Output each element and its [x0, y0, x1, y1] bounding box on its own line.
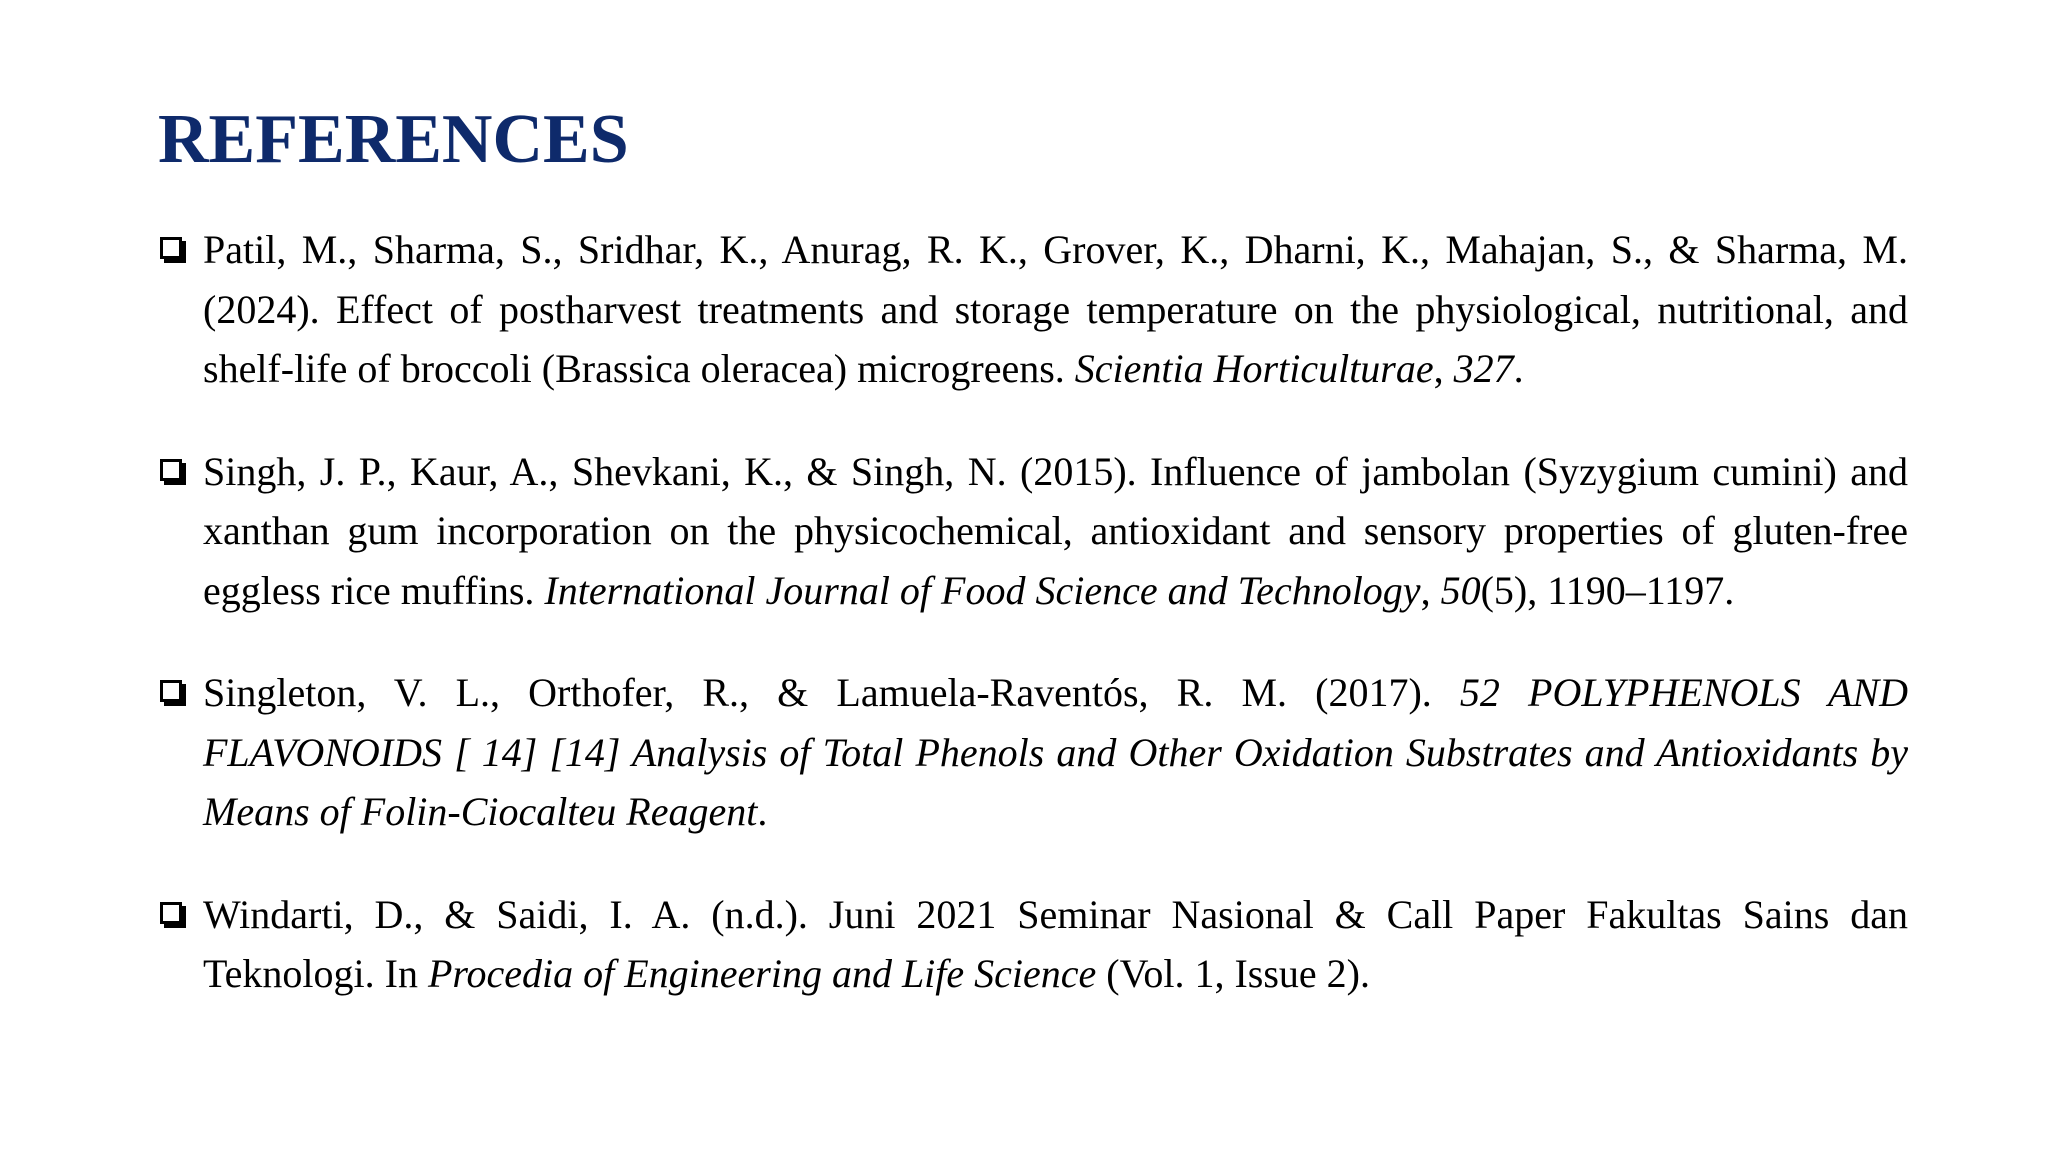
reference-text: Singleton, V. L., Orthofer, R., & Lamuela-Raventós, R. M. (2017). [203, 670, 1460, 715]
reference-tail: (5), 1190–1197. [1480, 567, 1735, 613]
reference-separator: , [1420, 567, 1441, 613]
reference-volume: 327 [1453, 346, 1514, 391]
reference-journal: Procedia of Engineering and Life Science [427, 951, 1097, 996]
reference-journal: International Journal of Food Science and Technology [544, 567, 1421, 613]
reference-text: Patil, M., Sharma, S., Sridhar, K., Anurag, R. K., Grover, K., Dharni, K., Mahajan, S., & Sharma, M. (2024). Effect of postharvest treatments and storage temperature on the physiological, nutritional, and shelf-life of broccoli (Brassica oleracea) microgreens. [203, 227, 1908, 391]
reference-tail: . [757, 789, 768, 834]
square-bullet-icon [160, 459, 182, 481]
page-title: REFERENCES [158, 101, 629, 178]
reference-item [158, 220, 1908, 399]
square-bullet-icon [160, 237, 182, 259]
reference-tail: (Vol. 1, Issue 2). [1096, 951, 1370, 996]
reference-item [158, 663, 1908, 842]
reference-journal: 52 POLYPHENOLS AND FLAVONOIDS [ 14] [14] Analysis of Total Phenols and Other Oxidation Substrates and Antioxidants by Means of Folin-Ciocalteu Reagent [203, 670, 1909, 834]
reference-text: Windarti, D., & Saidi, I. A. (n.d.). Juni 2021 Seminar Nasional & Call Paper Fakultas Sains dan Teknologi. In [203, 891, 1908, 996]
reference-item [158, 885, 1908, 1004]
reference-journal: Scientia Horticulturae [1074, 346, 1434, 391]
square-bullet-icon [160, 680, 182, 702]
reference-separator: , [1433, 346, 1454, 391]
reference-list [158, 220, 1908, 1004]
reference-item [158, 442, 1908, 621]
reference-tail: . [1513, 346, 1524, 391]
reference-text: Singh, J. P., Kaur, A., Shevkani, K., & Singh, N. (2015). Influence of jambolan (Syzygium cumini) and xanthan gum incorporation on the physicochemical, antioxidant and sensory properties of gluten-free eggless rice muffins. [203, 448, 1908, 613]
reference-volume: 50 [1440, 567, 1481, 613]
square-bullet-icon [160, 902, 182, 924]
